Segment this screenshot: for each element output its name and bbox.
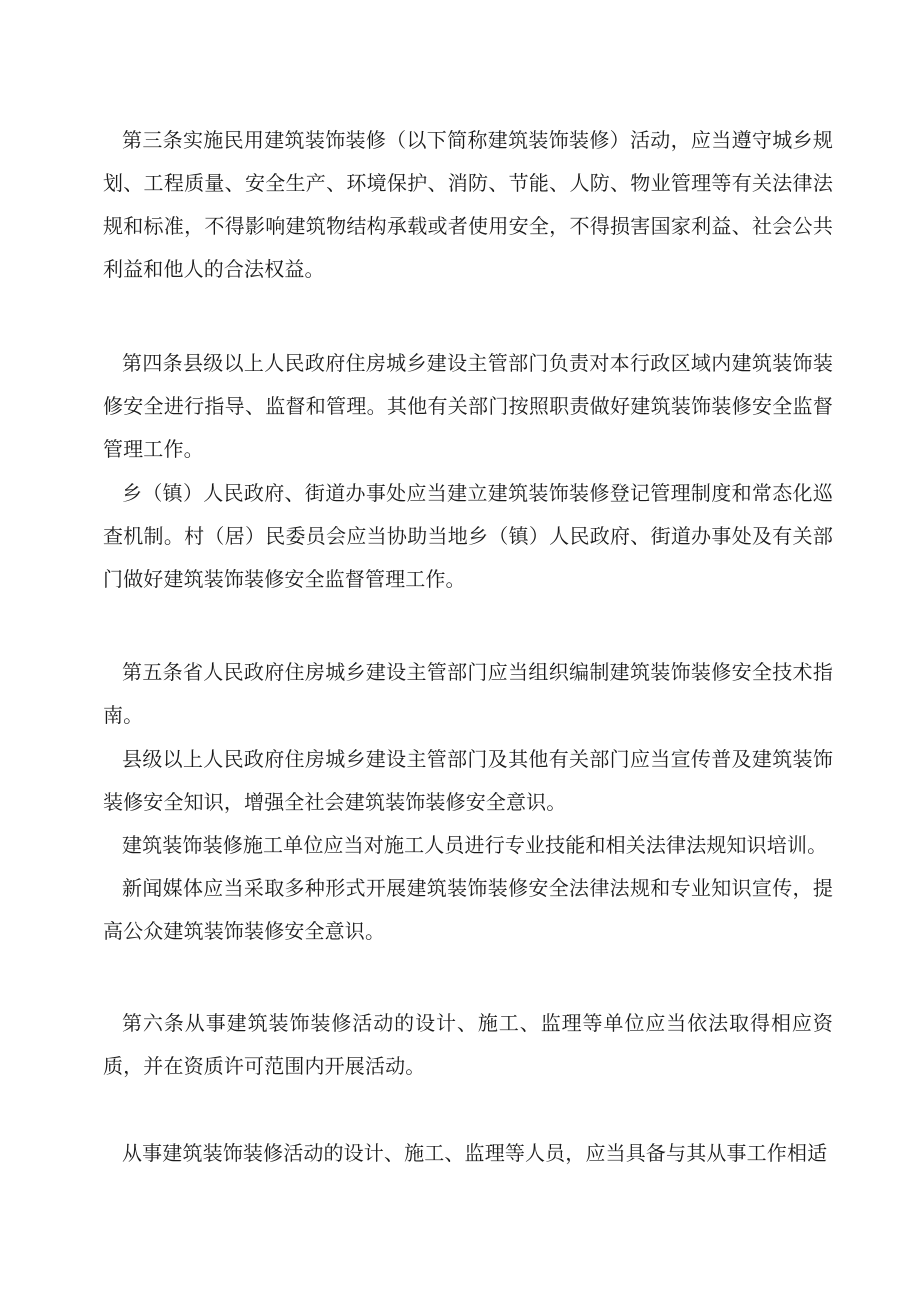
article-5-clause-3-paragraph: 建筑装饰装修施工单位应当对施工人员进行专业技能和相关法律法规知识培训。	[122, 833, 828, 857]
article-5-clause-4-paragraph: 新闻媒体应当采取多种形式开展建筑装饰装修安全法律法规和专业知识宣传，提高公众建筑装饰装修安全意识。	[103, 876, 833, 943]
article-6-paragraph: 第六条从事建筑装饰装修活动的设计、施工、监理等单位应当依法取得相应资质，并在资质许可范围内开展活动。	[103, 1011, 833, 1078]
article-5-paragraph: 第五条省人民政府住房城乡建设主管部门应当组织编制建筑装饰装修安全技术指南。	[103, 660, 833, 727]
article-4-paragraph: 第四条县级以上人民政府住房城乡建设主管部门负责对本行政区域内建筑装饰装修安全进行指导、监督和管理。其他有关部门按照职责做好建筑装饰装修安全监督管理工作。	[103, 351, 833, 461]
article-6-clause-2-paragraph: 从事建筑装饰装修活动的设计、施工、监理等人员，应当具备与其从事工作相适	[122, 1141, 828, 1165]
article-3-paragraph: 第三条实施民用建筑装饰装修（以下简称建筑装饰装修）活动，应当遵守城乡规划、工程质量、安全生产、环境保护、消防、节能、人防、物业管理等有关法律法规和标准，不得影响建筑物结构承载或者使用安全，不得损害国家利益、社会公共利益和他人的合法权益。	[103, 128, 833, 281]
article-4-clause-2-paragraph: 乡（镇）人民政府、街道办事处应当建立建筑装饰装修登记管理制度和常态化巡查机制。村（居）民委员会应当协助当地乡（镇）人民政府、街道办事处及有关部门做好建筑装饰装修安全监督管理工作。	[103, 481, 833, 591]
article-5-clause-2-paragraph: 县级以上人民政府住房城乡建设主管部门及其他有关部门应当宣传普及建筑装饰装修安全知识，增强全社会建筑装饰装修安全意识。	[103, 747, 833, 814]
